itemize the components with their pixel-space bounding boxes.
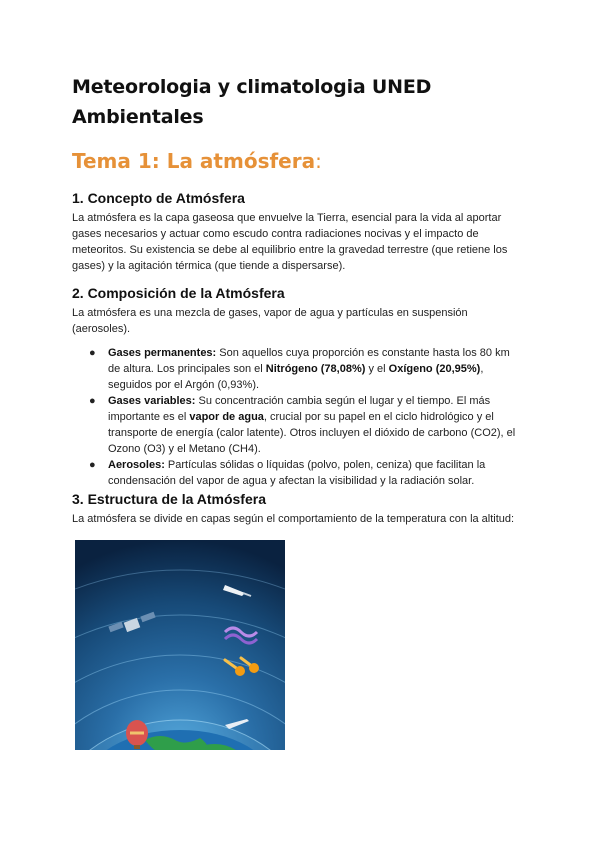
atmosphere-layers-illustration <box>75 540 285 750</box>
section-2-heading: 2. Composición de la Atmósfera <box>72 285 285 301</box>
section-1-paragraph: La atmósfera es la capa gaseosa que envuelve la Tierra, esencial para la vida al aportar gases necesarios y actuar como escudo contra radiaciones nocivas y el impacto de meteoritos. Su existencia se debe al equilibrio entre la gravedad terrestre (que retiene los gases) y la agitación térmica (que tiende a dispersarse). <box>72 212 508 272</box>
bullet-text: Son aquellos cuya proporción es constante hasta los 80 km de altura. Los principales son el <box>108 347 510 375</box>
bullet-label: Aerosoles: <box>108 459 165 471</box>
tema-heading-colon: : <box>315 149 322 173</box>
document-title: Meteorologia y climatologia UNED Ambientales <box>72 76 432 128</box>
tema-heading-text: Tema 1: La atmósfera <box>72 149 316 173</box>
list-item <box>72 345 522 393</box>
section-3-heading: 3. Estructura de la Atmósfera <box>72 491 266 507</box>
bullet-strong: vapor de agua <box>189 411 264 423</box>
bullet-text: , crucial por su papel en el ciclo hidrológico y el transporte de energía (calor latente). Otros incluyen el dióxido de carbono (CO2), el Ozono (O3) y el Metano (CH4). <box>108 411 516 455</box>
bullet-icon: ● <box>89 347 96 359</box>
section-3-paragraph: La atmósfera se divide en capas según el comportamiento de la temperatura con la altitud: <box>72 513 515 525</box>
bullet-label: Gases permanentes: <box>108 347 217 359</box>
bullet-strong: Oxígeno (20,95%) <box>388 363 481 375</box>
tema-heading <box>72 146 322 176</box>
section-1-heading: 1. Concepto de Atmósfera <box>72 190 245 206</box>
bullet-text: Partículas sólidas o líquidas (polvo, polen, ceniza) que facilitan la condensación del vapor de agua y afectan la visibilidad y la radiación solar. <box>108 459 486 487</box>
composition-list <box>72 345 522 489</box>
list-item <box>72 393 522 457</box>
atmosphere-layers-image <box>75 540 285 750</box>
list-item <box>72 457 522 489</box>
bullet-text: , seguidos por el Argón (0,93%). <box>108 363 484 391</box>
bullet-icon: ● <box>89 459 96 471</box>
bullet-text: Su concentración cambia según el lugar y el tiempo. El más importante es el <box>108 395 491 423</box>
bullet-text: y el <box>365 363 389 375</box>
bullet-label: Gases variables: <box>108 395 196 407</box>
bullet-icon: ● <box>89 395 96 407</box>
section-2-paragraph: La atmósfera es una mezcla de gases, vapor de agua y partículas en suspensión (aerosoles). <box>72 307 468 335</box>
bullet-strong: Nitrógeno (78,08%) <box>265 363 366 375</box>
sky-background <box>75 540 285 750</box>
